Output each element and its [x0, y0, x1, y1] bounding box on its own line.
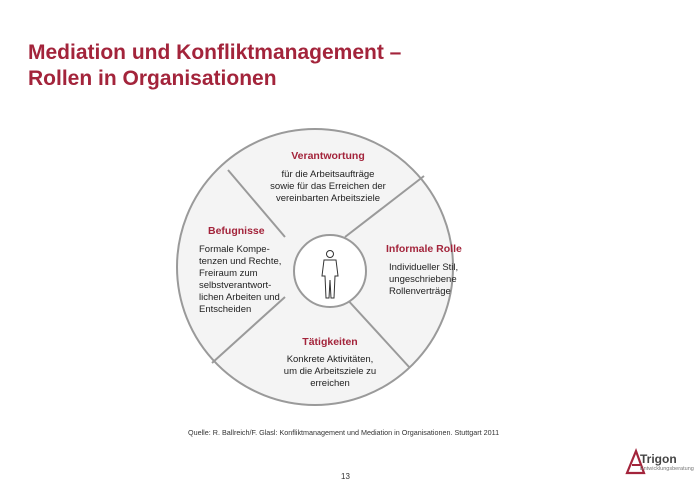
segment-text-left-line: Freiraum zum: [199, 268, 258, 279]
segment-text-bottom-line: erreichen: [310, 378, 350, 389]
segment-title-left: Befugnisse: [208, 225, 265, 237]
segment-title-bottom: Tätigkeiten: [302, 336, 358, 348]
segment-text-top-line: vereinbarten Arbeitsziele: [275, 193, 381, 204]
segment-text-left-line: Entscheiden: [199, 304, 252, 315]
segment-text-top-line: sowie für das Erreichen der: [270, 181, 386, 192]
segment-text-left: [199, 244, 294, 316]
segment-text-bottom-line: Konkrete Aktivitäten,: [286, 354, 374, 365]
source-citation: Quelle: R. Ballreich/F. Glasl: Konfliktmanagement und Mediation in Organisationen. Stuttgart 2011: [188, 428, 500, 437]
segment-text-left-line: Formale Kompe-: [199, 244, 270, 255]
segment-text-right: [389, 262, 479, 298]
segment-text-bottom-line: um die Arbeitsziele zu: [283, 366, 377, 377]
segment-text-left-line: selbstverantwort-: [199, 280, 272, 291]
segment-text-top-line: für die Arbeitsaufträge: [281, 169, 375, 180]
page-number: 13: [341, 472, 350, 481]
segment-text-left-line: tenzen und Rechte,: [199, 256, 282, 267]
slide-title-line-1: Mediation und Konfliktmanagement –: [28, 41, 402, 64]
segment-text-right-line: Individueller Stil,: [389, 262, 459, 273]
slide-title-line-2: Rollen in Organisationen: [28, 67, 277, 90]
segment-text-top: [253, 169, 403, 205]
segment-title-top: Verantwortung: [291, 150, 365, 162]
logo-subtitle: Entwicklungsberatung: [640, 466, 694, 472]
logo-name: Trigon: [640, 452, 677, 466]
inner-circle: [294, 235, 366, 307]
segment-text-bottom: [260, 354, 400, 390]
segment-text-right-line: ungeschriebene: [389, 274, 457, 285]
segment-text-left-line: lichen Arbeiten und: [199, 292, 280, 303]
segment-text-right-line: Rollenverträge: [389, 286, 451, 297]
segment-title-right: Informale Rolle: [386, 243, 462, 255]
